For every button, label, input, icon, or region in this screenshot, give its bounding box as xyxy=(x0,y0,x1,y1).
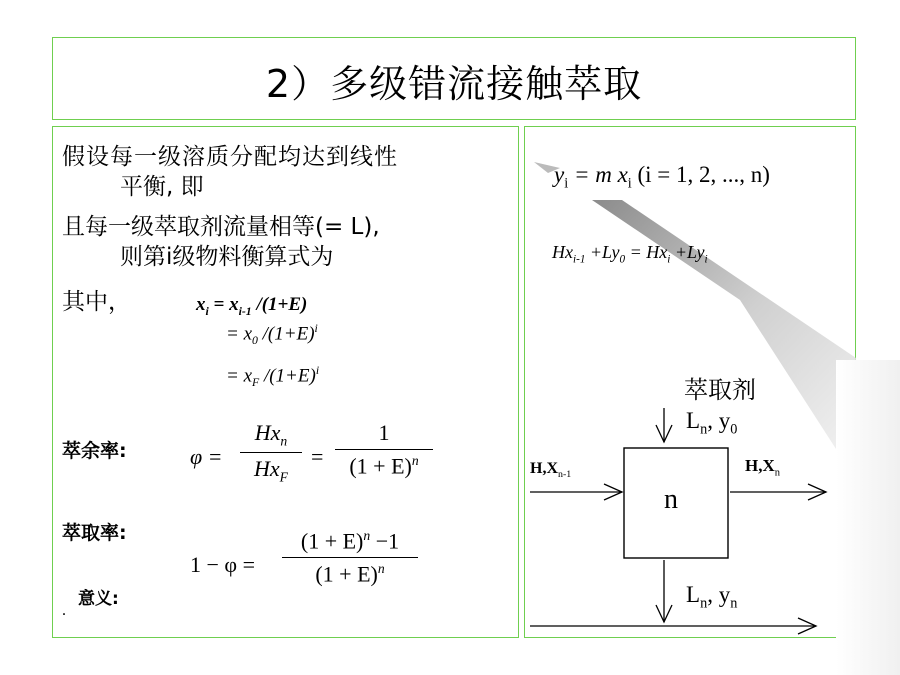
flow-equal-line: 且每一级萃取剂流量相等(= L), xyxy=(62,214,380,240)
inlet-label: $H,X_{n-1}$ xyxy=(530,460,572,481)
slide-title: 2）多级错流接触萃取 xyxy=(265,62,643,106)
balance-equation: $Hx_{i-1} +Ly_0 = Hx_i +Ly_i$ xyxy=(552,242,708,266)
outlet-label: $H,X_n$ xyxy=(745,456,781,479)
eq-xF: = $x_F$ $/(1+E)^i$ xyxy=(226,364,320,390)
stage-label: n xyxy=(664,484,678,515)
raffinate-label: 萃余率: xyxy=(62,440,127,462)
eq-x0: = $x_0$ $/(1+E)^i$ xyxy=(226,322,318,348)
phi-equals: = xyxy=(311,444,324,469)
extraction-label: 萃取率: xyxy=(62,522,127,544)
bottom-flow-label: $L_n$, $y_n$ xyxy=(686,582,738,612)
where-label: 其中， xyxy=(62,289,131,315)
phi-lhs: φ = xyxy=(190,444,223,469)
trailing-dot: . xyxy=(62,602,66,619)
solvent-label: 萃取剂 xyxy=(684,376,756,404)
partition-equation: $y_i = m$ $x_i$ (i = 1, 2, ..., n) xyxy=(554,162,770,192)
balance-line: 则第i级物料衡算式为 xyxy=(120,244,334,270)
assumption-line: 假设每一级溶质分配均达到线性 xyxy=(62,144,398,170)
top-flow-label: $L_n$, $y_0$ xyxy=(686,408,738,438)
ext-fraction: $(1 + E)^n -1$ $(1 + E)^n$ xyxy=(282,528,418,588)
assumption-line-cont: 平衡, 即 xyxy=(120,174,204,200)
phi-fraction: $Hx_n$ $Hx_F$ xyxy=(240,420,302,486)
eq-xi: $x_i = x_{i-1}$ /(1+E) xyxy=(196,294,308,318)
phi-fraction-2: 1 $(1 + E)^n$ xyxy=(335,420,433,479)
ext-lhs: 1 − φ = xyxy=(190,552,256,577)
faint-bg-patch xyxy=(836,360,900,675)
meaning-label: 意义: xyxy=(78,589,119,609)
